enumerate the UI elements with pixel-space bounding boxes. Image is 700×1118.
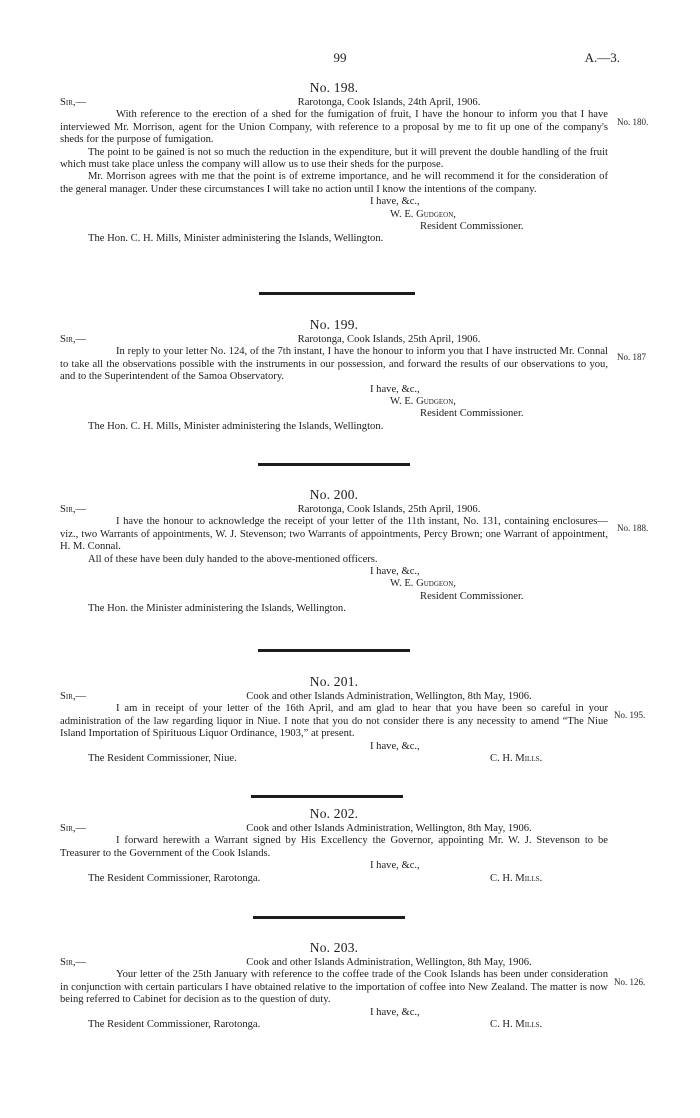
signature: C. H. Mills. xyxy=(490,753,543,765)
place-date: Cook and other Islands Administration, Wellington, 8th May, 1906. xyxy=(246,957,532,969)
closing: I have, &c., xyxy=(370,566,420,578)
margin-reference: No. 180. xyxy=(617,117,649,127)
section-divider xyxy=(253,916,405,919)
signature: W. E. Gudgeon, xyxy=(390,578,456,590)
signature-role: Resident Commissioner. xyxy=(420,590,524,602)
paragraph: With reference to the erection of a shed for the fumigation of fruit, I have the honour to inform you that I have interviewed Mr. Morrison, agent for the Union Company, with reference to a proposal by me to fit up one of the company's sheds for the purpose of fumigation. xyxy=(60,109,608,146)
page-header xyxy=(60,52,620,68)
page-number: 99 xyxy=(333,50,347,65)
place-date: Cook and other Islands Administration, Wellington, 8th May, 1906. xyxy=(246,691,532,703)
salutation-line xyxy=(60,97,608,109)
addressee: The Hon. C. H. Mills, Minister administering the Islands, Wellington. xyxy=(88,420,384,432)
closing: I have, &c., xyxy=(370,196,420,208)
salutation-line xyxy=(60,957,608,969)
letter-title: No. 201. xyxy=(309,674,359,689)
addressee-row xyxy=(60,753,608,766)
salutation: Sir,— xyxy=(60,97,87,109)
letter-title: No. 200. xyxy=(309,487,359,502)
closing: I have, &c., xyxy=(370,740,420,752)
salutation: Sir,— xyxy=(60,823,87,835)
margin-reference: No. 195. xyxy=(614,710,646,720)
letter-title: No. 199. xyxy=(309,317,359,332)
paragraph: In reply to your letter No. 124, of the 7th instant, I have the honour to inform you that I have instructed Mr. Connal to take all the observations possible with the instruments in our possession, and forward the results of our observations to you, and to the Superintendent of the Samoa Observatory. xyxy=(60,346,608,383)
closing: I have, &c., xyxy=(370,1006,420,1018)
letter-202 xyxy=(60,808,608,886)
closing: I have, &c., xyxy=(370,383,420,395)
salutation-line xyxy=(60,691,608,703)
salutation-line xyxy=(60,504,608,516)
addressee: The Hon. C. H. Mills, Minister administering the Islands, Wellington. xyxy=(88,233,384,245)
addressee: The Hon. the Minister administering the Islands, Wellington. xyxy=(88,603,346,615)
margin-reference: No. 187 xyxy=(617,352,646,362)
paragraph: I have the honour to acknowledge the receipt of your letter of the 11th instant, No. 131, containing enclosures—viz., two Warrants of appointments, W. J. Stevenson; two Warrants of appointments, Percy Brown; one Warrant of appointment, H. M. Connal. xyxy=(60,516,608,553)
salutation: Sir,— xyxy=(60,957,87,969)
margin-reference: No. 188. xyxy=(617,523,649,533)
letter-199 xyxy=(60,319,608,433)
signature-role: Resident Commissioner. xyxy=(420,408,524,420)
paragraph: Your letter of the 25th January with reference to the coffee trade of the Cook Islands has been under consideration in conjunction with certain particulars I have obtained relative to the importation of coffee into New Zealand. The matter is now being referred to Cabinet for decision as to the question of duty. xyxy=(60,969,608,1006)
letter-title: No. 198. xyxy=(309,80,359,95)
place-date: Rarotonga, Cook Islands, 25th April, 1906. xyxy=(297,334,481,346)
signature-role: Resident Commissioner. xyxy=(420,221,524,233)
section-divider xyxy=(258,649,410,652)
paragraph: The point to be gained is not so much the reduction in the expenditure, but it will prevent the double handling of the fruit which must take place unless the company will allow us to use their sheds for the purpose. xyxy=(60,146,608,171)
section-divider xyxy=(258,463,410,466)
place-date: Rarotonga, Cook Islands, 25th April, 1906. xyxy=(297,504,481,516)
place-date: Rarotonga, Cook Islands, 24th April, 1906. xyxy=(297,97,481,109)
section-divider xyxy=(259,292,415,295)
letter-200 xyxy=(60,489,608,616)
salutation: Sir,— xyxy=(60,334,87,346)
salutation: Sir,— xyxy=(60,691,87,703)
paragraph: I am in receipt of your letter of the 16th April, and am glad to hear that you have been so careful in your administration of the law regarding liquor in Niue. I note that you do not consider there is any necessity to amend “The Niue Island Importation of Spirituous Liquor Ordinance, 1903,” at present. xyxy=(60,703,608,740)
signature: W. E. Gudgeon, xyxy=(390,396,456,408)
salutation: Sir,— xyxy=(60,504,87,516)
paragraph: I forward herewith a Warrant signed by His Excellency the Governor, appointing Mr. W. J. Stevenson to be Treasurer to the Government of the Cook Islands. xyxy=(60,835,608,859)
margin-reference: No. 126. xyxy=(614,977,646,987)
paragraph: All of these have been duly handed to the above-mentioned officers. xyxy=(88,553,378,565)
salutation-line xyxy=(60,334,608,346)
letter-title: No. 203. xyxy=(309,940,359,955)
addressee: The Resident Commissioner, Niue. xyxy=(88,753,237,765)
addressee-row xyxy=(60,1019,608,1032)
addressee: The Resident Commissioner, Rarotonga. xyxy=(88,1019,261,1031)
closing: I have, &c., xyxy=(370,860,420,872)
letter-201 xyxy=(60,676,608,766)
place-date: Cook and other Islands Administration, Wellington, 8th May, 1906. xyxy=(246,823,532,835)
signature: C. H. Mills. xyxy=(490,872,543,884)
addressee-row xyxy=(60,873,608,886)
paragraph: Mr. Morrison agrees with me that the point is of extreme importance, and he will recommend it for the consideration of the general manager. Under these circumstances I will take no action until I know the intentions of the company. xyxy=(60,171,608,195)
signature: C. H. Mills. xyxy=(490,1019,543,1031)
letter-203 xyxy=(60,942,608,1032)
salutation-line xyxy=(60,823,608,835)
signature: W. E. Gudgeon, xyxy=(390,208,456,220)
section-divider xyxy=(251,795,403,798)
letter-title: No. 202. xyxy=(309,806,359,821)
addressee: The Resident Commissioner, Rarotonga. xyxy=(88,872,261,884)
series-code: A.—3. xyxy=(584,50,620,65)
letter-198 xyxy=(60,82,608,246)
